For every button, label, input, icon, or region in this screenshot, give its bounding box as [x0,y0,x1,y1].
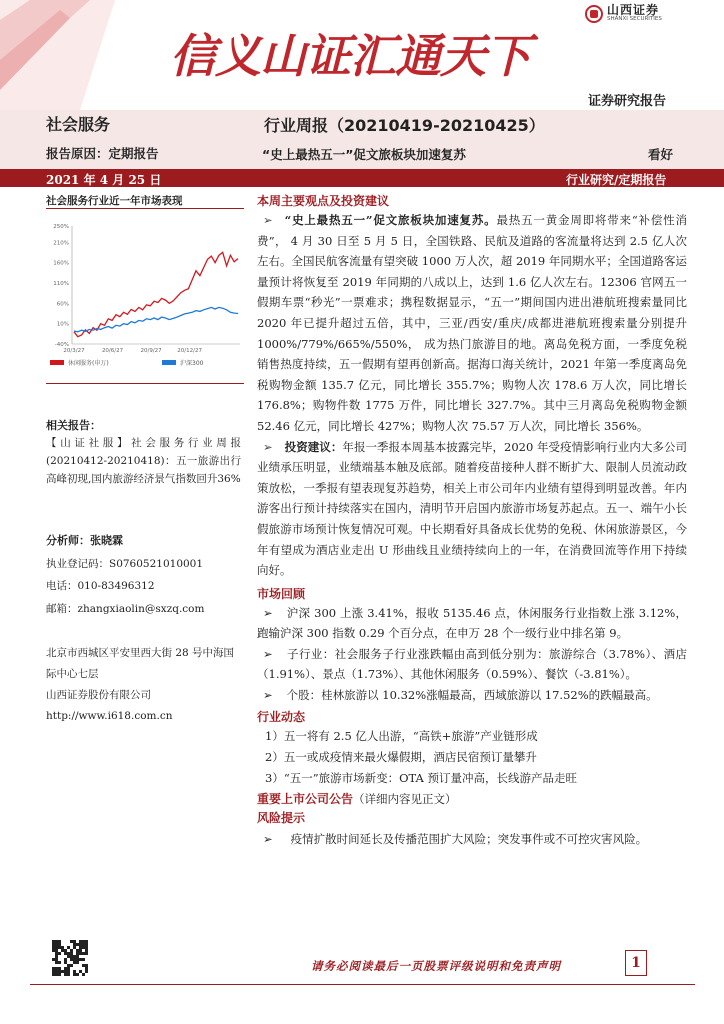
section-title-market: 市场回顾 [257,586,306,601]
market-item [257,685,687,706]
company-logo [585,4,662,23]
related-reports-label: 相关报告： [46,419,101,432]
y-tick-label: 250% [53,224,69,230]
market-item-text: 沪深 300 上涨 3.41%，报收 5135.46 点，休闲服务行业指数上涨 3.12%，跑输沪深 300 指数 0.29 个百分点，在申万 28 个一级行业中排名第 9。 [257,605,687,641]
risk-item-text: 疫情扩散时间延长及传播范围扩大风险；突发事件或不可控灾害风险。 [290,831,648,846]
y-tick-label: 160% [53,260,69,267]
y-tick-label: 10% [56,321,69,328]
report-date: 2021 年 4 月 25 日 [46,173,162,187]
website-link[interactable]: http://www.i618.com.cn [46,710,173,722]
key-view-heading: “史上最热五一”促文旅板块加速复苏。 [284,213,497,227]
related-report-link[interactable]: 【山证社服】社会服务行业周报(20210412-20210418)：五一旅游出行高峰初现,国内旅游经济景气指数回升36% [46,437,241,485]
x-tick-label: 20/12/27 [177,348,202,354]
investment-advice-text: 年报一季报本周基本披露完毕，2020 年受疫情影响行业内大多公司业绩承压明显，业绩端基本触及底部。随着疫苗接种人群不断扩大、限制人员流动政策放松，一季报有望表现复苏趋势，相关上市公司年内业绩有望得到明显改善。年内游客出行预计持续落实在国内，清明节开启国内旅游市场复苏起点。五一、端午小长假旅游市场预计恢复情况可观。中长期看好具备成长优势的免税、休闲旅游景区，今年有望成为酒店业走出 U 形曲线且业绩持续向上的一年，在消费回流等作用下持续向好。 [257,439,688,578]
company-name: 山西证券股份有限公司 [46,689,151,701]
legend-label: 沪深300 [180,360,204,367]
logo-mark-icon [585,5,603,23]
x-tick-label: 20/9/27 [140,348,162,354]
market-item-text: 子行业：社会服务子行业涨跌幅由高到低分别为：旅游综合（3.78%）、酒店（1.91%）、景点（1.73%）、其他休闲服务（0.59%）、餐饮（-3.81%）。 [257,646,687,682]
report-title: 行业周报（20210419-20210425） [264,116,545,135]
analyst-info [46,530,204,620]
y-tick-label: 110% [53,280,69,287]
legend-label: 休闲服务(申万) [68,360,109,367]
phone: 电话：010-83496312 [46,580,155,592]
analyst-name: 分析师：张晓霖 [46,534,123,547]
divider [46,208,244,209]
arrow-bullet-icon: ➢ [263,646,273,661]
section-title-views: 本周主要观点及投资建议 [257,194,390,208]
disclaimer: 请务必阅读最后一页股票评级说明和免责声明 [311,959,561,973]
investment-advice-heading: 投资建议： [284,439,343,454]
legend-swatch [50,360,64,365]
sector-title: 社会服务 [46,115,111,134]
main-content [257,192,687,849]
rating: 看好 [648,147,674,162]
paragraph-investment-advice [257,437,687,581]
market-item-text: 个股：桂林旅游以 10.32%涨幅最高，西域旅游以 17.52%的跌幅最高。 [286,688,658,703]
report-type: 证券研究报告 [588,94,667,109]
page-number: 1 [625,950,647,976]
risk-item [257,829,687,850]
key-view-text: 最热五一黄金周即将带来“补偿性消费”， 4 月 30 日至 5 月 5 日，全国铁路、民航及道路的客流量将达到 2.5 亿人次左右。全国民航客流量有望突破 1000 万人次，超 2019 年同期水平；全国道路客运量预计将恢复至 2019 年同期的八成以上，达到 1.6 亿人次左右。12306 官网五一假期车票“秒光”一票难求；携程数据显示，“五一”期间国内进出港航班搜索量同比 2020 年已提升超过五倍，其中，三亚/西安/重庆/成都进港航班搜索量分别提升 1000%/779%/665%/550%， 成为热门旅游目的地。离岛免税方面，一季度免税销售热度持续，五一假期有望再创新高。据海口海关统计，2021 年第一季度离岛免税购物金额 135.7 亿元，同比增长 355.7%；购物人次 178.6 万人次，同比增长 176.8%；购物件数 1775 万件，同比增长 327.7%。其中三月离岛免税购物金额 52.46 亿元，同比增长 427%；购物人次 75.57 万人次，同比增长 356%。 [257,213,687,433]
company-address [46,643,242,727]
y-tick-label: 60% [56,301,69,308]
report-category: 行业研究/定期报告 [566,173,667,187]
license-number: 执业登记码：S0760521010001 [46,557,204,570]
address: 北京市西城区平安里西大街 28 号中海国际中心七层 [46,647,235,680]
arrow-bullet-icon: ➢ [263,213,273,227]
paragraph-key-view [257,210,687,437]
announcements-note: （详细内容见正文） [353,791,457,806]
report-subtitle: “史上最热五一”促文旅板块加速复苏 [262,147,466,162]
x-tick-label: 20/3/27 [63,348,85,354]
market-item [257,644,687,685]
y-tick-label: 210% [53,240,69,247]
market-performance-chart [40,214,248,382]
news-item: 3）“五一”旅游市场新变：OTA 预订量冲高，长线游产品走旺 [265,770,578,785]
qr-code-icon [52,940,88,976]
divider [46,383,244,384]
logo-cn: 山西证券 [607,3,660,17]
report-reason: 报告原因：定期报告 [46,146,159,161]
news-item: 2）五一或成疫情来最火爆假期，酒店民宿预订量攀升 [265,749,537,764]
email[interactable]: 邮箱：zhangxiaolin@sxzq.com [46,602,205,615]
section-title-announcements: 重要上市公司公告 [257,791,354,806]
chart-title: 社会服务行业近一年市场表现 [46,195,183,207]
slogan: 信义山证汇通天下 [170,29,530,83]
footer-divider [30,984,695,985]
x-tick-label: 20/6/27 [101,348,124,354]
arrow-bullet-icon: ➢ [263,688,273,703]
arrow-bullet-icon: ➢ [263,605,273,620]
arrow-bullet-icon: ➢ [263,439,273,454]
y-tick-label: -40% [54,342,69,348]
announcements-row [257,789,687,809]
logo-en: SHANXI SECURITIES [607,16,662,22]
market-item [257,603,687,644]
section-title-news: 行业动态 [257,709,306,724]
series-line-1 [74,252,238,336]
arrow-bullet-icon: ➢ [263,831,273,846]
news-item: 1）五一将有 2.5 亿人出游，“高铁+旅游”产业链形成 [265,728,538,743]
legend-swatch [162,360,176,365]
section-title-risk: 风险提示 [257,810,306,825]
